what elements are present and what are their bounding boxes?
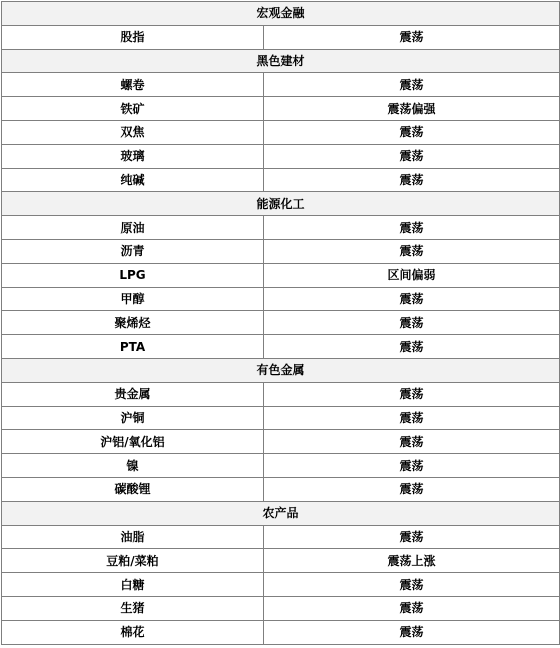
section-header-row	[2, 2, 560, 26]
table-row	[2, 454, 560, 478]
table-body	[2, 2, 560, 645]
table-row	[2, 335, 560, 359]
table-row	[2, 25, 560, 49]
commodity-name-cell: PTA	[2, 335, 264, 359]
section-header-row	[2, 501, 560, 525]
table-row	[2, 144, 560, 168]
commodity-name-cell: 棉花	[2, 620, 264, 644]
commodity-name-cell: 玻璃	[2, 144, 264, 168]
table-row	[2, 477, 560, 501]
table-row	[2, 525, 560, 549]
table-row	[2, 596, 560, 620]
commodity-name-cell: 碳酸锂	[2, 477, 264, 501]
commodity-name-cell: 纯碱	[2, 168, 264, 192]
commodity-name-cell: 白糖	[2, 573, 264, 597]
commodity-name-cell: 贵金属	[2, 382, 264, 406]
table-row	[2, 311, 560, 335]
table-row	[2, 573, 560, 597]
commodity-name-cell: LPG	[2, 263, 264, 287]
outlook-cell: 震荡	[264, 620, 560, 644]
outlook-cell: 震荡	[264, 25, 560, 49]
outlook-cell: 震荡偏强	[264, 97, 560, 121]
section-title: 黑色建材	[2, 49, 560, 73]
commodity-name-cell: 镍	[2, 454, 264, 478]
commodity-name-cell: 铁矿	[2, 97, 264, 121]
outlook-cell: 震荡	[264, 454, 560, 478]
outlook-cell: 震荡	[264, 144, 560, 168]
section-title: 宏观金融	[2, 2, 560, 26]
commodity-name-cell: 原油	[2, 216, 264, 240]
commodity-name-cell: 双焦	[2, 120, 264, 144]
outlook-cell: 震荡	[264, 216, 560, 240]
outlook-cell: 震荡	[264, 287, 560, 311]
section-title: 农产品	[2, 501, 560, 525]
section-header-row	[2, 358, 560, 382]
outlook-cell: 震荡	[264, 430, 560, 454]
section-title: 能源化工	[2, 192, 560, 216]
commodity-name-cell: 股指	[2, 25, 264, 49]
outlook-cell: 震荡	[264, 335, 560, 359]
table-row	[2, 406, 560, 430]
table-row	[2, 97, 560, 121]
commodity-name-cell: 生猪	[2, 596, 264, 620]
outlook-cell: 震荡	[264, 406, 560, 430]
table-row	[2, 263, 560, 287]
table-row	[2, 239, 560, 263]
commodity-outlook-table	[1, 1, 560, 645]
commodity-name-cell: 油脂	[2, 525, 264, 549]
outlook-cell: 震荡上涨	[264, 549, 560, 573]
section-header-row	[2, 49, 560, 73]
commodity-name-cell: 沪铜	[2, 406, 264, 430]
outlook-cell: 震荡	[264, 573, 560, 597]
outlook-cell: 震荡	[264, 311, 560, 335]
outlook-cell: 震荡	[264, 168, 560, 192]
table-row	[2, 287, 560, 311]
table-row	[2, 120, 560, 144]
outlook-cell: 震荡	[264, 382, 560, 406]
outlook-cell: 震荡	[264, 525, 560, 549]
outlook-cell: 震荡	[264, 239, 560, 263]
table-row	[2, 620, 560, 644]
commodity-name-cell: 沪铝/氧化铝	[2, 430, 264, 454]
table-row	[2, 549, 560, 573]
commodity-name-cell: 沥青	[2, 239, 264, 263]
section-header-row	[2, 192, 560, 216]
outlook-cell: 震荡	[264, 477, 560, 501]
table-row	[2, 168, 560, 192]
table-row	[2, 382, 560, 406]
commodity-name-cell: 豆粕/菜粕	[2, 549, 264, 573]
outlook-cell: 震荡	[264, 73, 560, 97]
table-row	[2, 216, 560, 240]
commodity-name-cell: 甲醇	[2, 287, 264, 311]
commodity-name-cell: 螺卷	[2, 73, 264, 97]
table-row	[2, 430, 560, 454]
outlook-cell: 区间偏弱	[264, 263, 560, 287]
outlook-cell: 震荡	[264, 596, 560, 620]
outlook-cell: 震荡	[264, 120, 560, 144]
table-row	[2, 73, 560, 97]
section-title: 有色金属	[2, 358, 560, 382]
commodity-name-cell: 聚烯烃	[2, 311, 264, 335]
